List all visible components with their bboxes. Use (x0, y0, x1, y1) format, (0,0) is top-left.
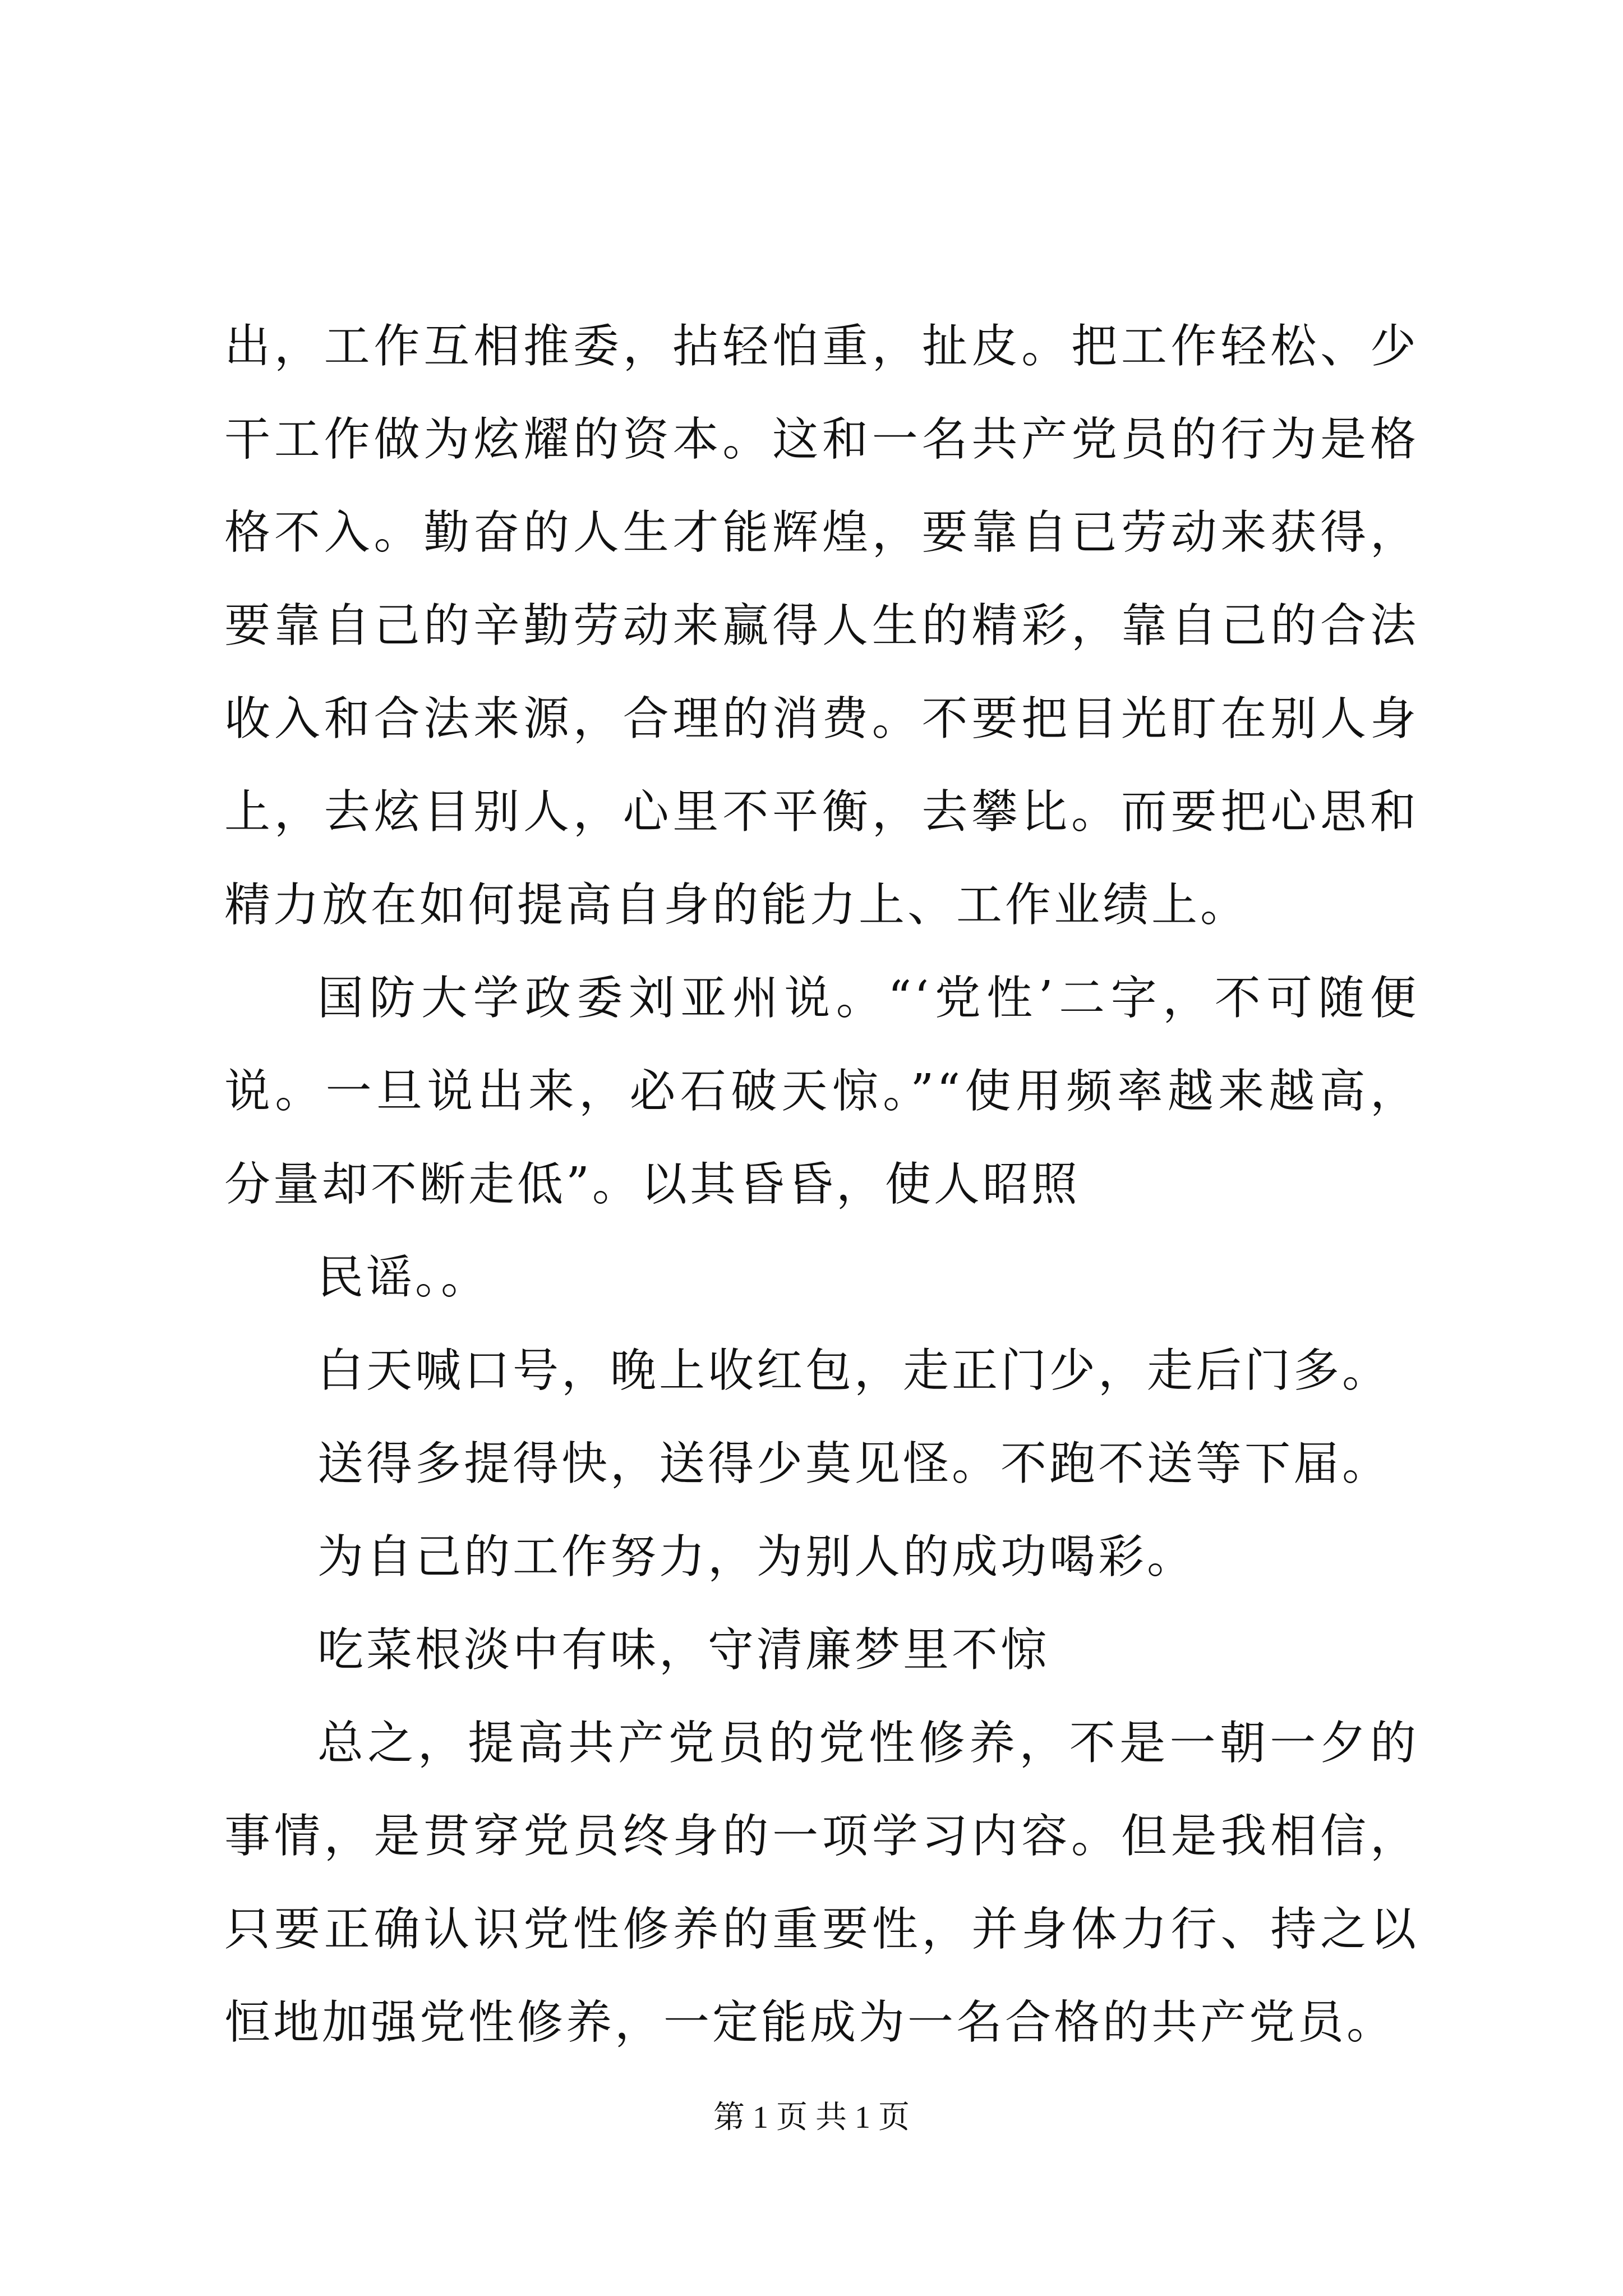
page-number-label: 第 1 页 共 1 页 (713, 2100, 910, 2135)
paragraph-5: 送得多提得快，送得少莫见怪。不跑不送等下届。 (317, 1437, 1391, 1490)
paragraph-2: 国防大学政委刘亚州说。“‘党性’二字，不可随便说。一旦说出来，必石破天惊。”“使用频率越来越高，分量却不断走低”。以其昏昏，使人昭照 (224, 972, 1419, 1211)
paragraph-1: 出，工作互相推委，拈轻怕重，扯皮。把工作轻松、少干工作做为炫耀的资本。这和一名共产党员的行为是格格不入。勤奋的人生才能辉煌，要靠自已劳动来获得，要靠自己的辛勤劳动来赢得人生的精彩，靠自己的合法收入和合法来源，合理的消费。不要把目光盯在别人身上，去炫目别人，心里不平衡，去攀比。而要把心思和精力放在如何提高自身的能力上、工作业绩上。 (224, 320, 1419, 932)
page-footer (0, 2098, 1623, 2137)
paragraph-6: 为自己的工作努力，为别人的成功喝彩。 (317, 1530, 1196, 1584)
document-body (224, 300, 1419, 2069)
paragraph-7: 吃菜根淡中有味，守清廉梦里不惊 (317, 1623, 1050, 1677)
paragraph-3: 民谣。。 (317, 1251, 490, 1304)
paragraph-4: 白天喊口号，晚上收红包，走正门少，走后门多。 (317, 1344, 1391, 1397)
paragraph-8: 总之，提高共产党员的党性修养，不是一朝一夕的事情，是贯穿党员终身的一项学习内容。但是我相信，只要正确认识党性修养的重要性，并身体力行、持之以恒地加强党性修养，一定能成为一名合格的共产党员。 (224, 1717, 1419, 2049)
